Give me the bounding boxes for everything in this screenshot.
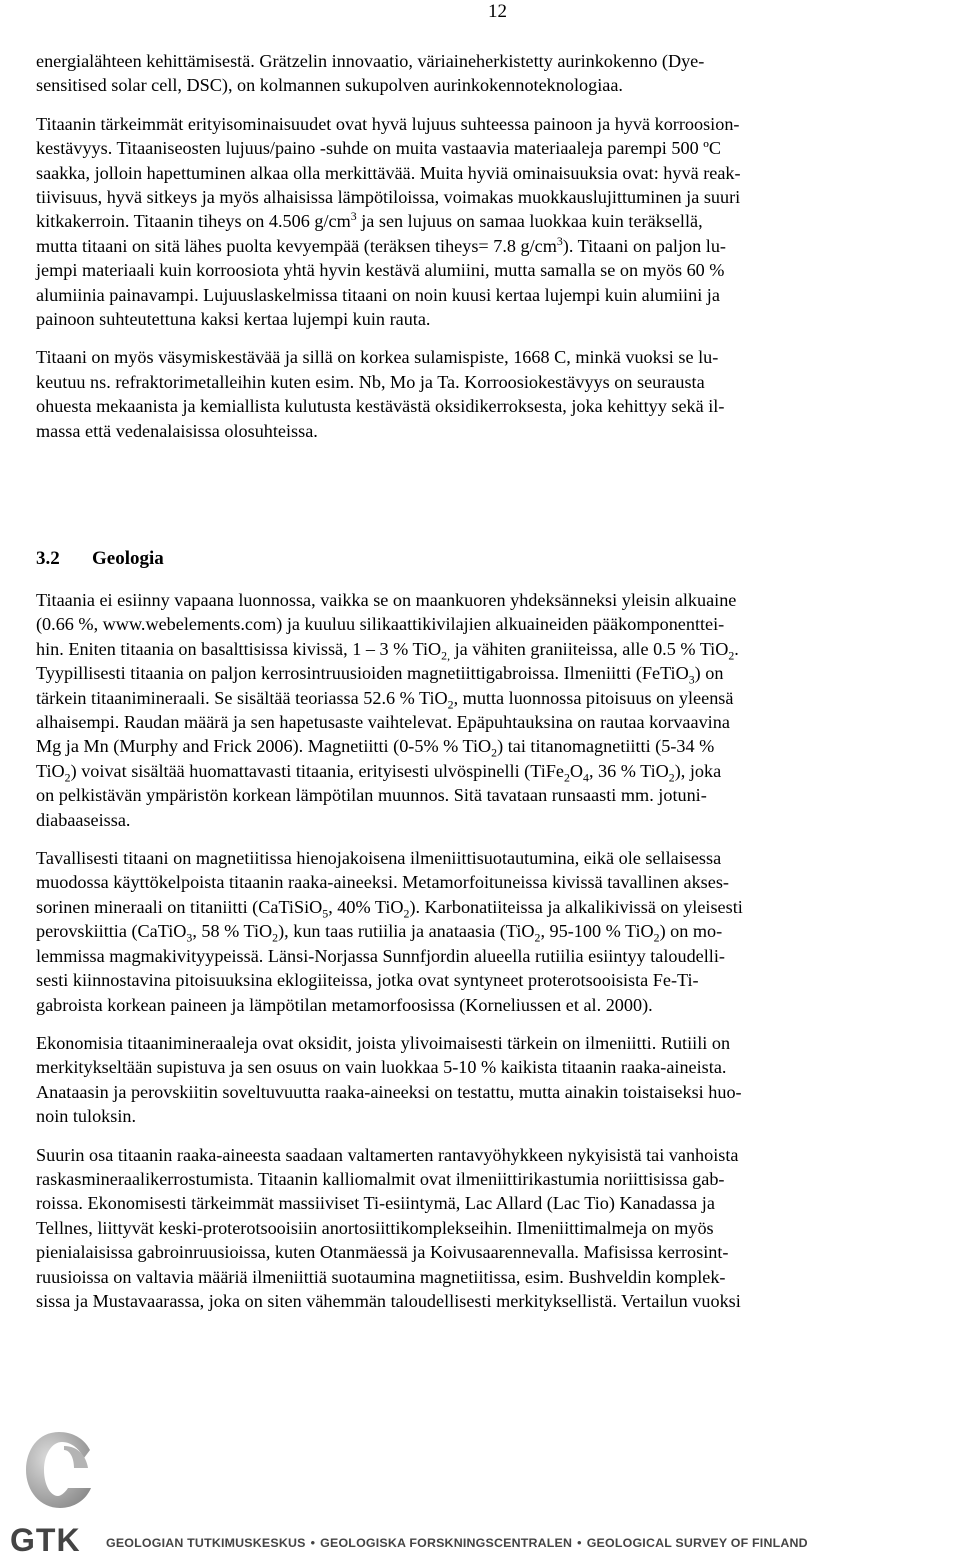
text-line: muodossa käyttökelpoista titaanin raaka-aineeksi. Metamorfoituneissa kivissä tavallinen akses-: [36, 872, 729, 893]
text-line: Anataasin ja perovskiitin soveltuvuutta raaka-aineeksi on testattu, mutta ainakin toistaiseksi huo-: [36, 1081, 742, 1102]
text-line: pienialaisissa gabroinruusioissa, kuten Otanmäessä ja Koivusaarennevalla. Mafisissa kerrosint-: [36, 1242, 729, 1263]
institution-names: [106, 1536, 808, 1550]
text-line: TiO$_2$) voivat sisältää huomattavasti titaania, erityisesti ulvöspinelli ($TiFe_2O_4$, 36 % TiO$_2$), joka: [36, 760, 722, 785]
text-line: keutuu ns. refraktorimetalleihin kuten esim. Nb, Mo ja Ta. Korroosiokestävyys on seurausta: [36, 371, 705, 392]
text-line: raskasmineraalikerrostumista. Titaanin kalliomalmit ovat ilmeniittirikastumia noriittisissa gab-: [36, 1168, 725, 1189]
text-line: alhaisempi. Raudan määrä ja sen hapetusaste vaihtelevat. Epäpuhtauksina on rautaa korvaavina: [36, 712, 730, 733]
text-line: painoon suhteutettuna kaksi kertaa lujempi kuin rauta.: [36, 309, 431, 330]
text-line: ruusioissa on valtavia määriä ilmeniittiä suotaumina magnetiitissa, esim. Bushveldin komplek-: [36, 1266, 726, 1287]
text-line: noin tuloksin.: [36, 1106, 137, 1127]
gtk-logo-text: GTK: [10, 1522, 81, 1558]
text-line: mutta titaani on sitä lähes puolta kevyempää (teräksen tiheys= 7.8 $g/cm^3$). Titaani on paljon lu-: [36, 233, 726, 256]
text-line: kitkakerroin. Titaanin tiheys on 4.506 $g/cm^3$ ja sen lujuus on samaa luokkaa kuin teräksellä,: [36, 209, 703, 232]
text-line: diabaaseissa.: [36, 809, 131, 830]
text-line: on pelkistävän ympäristön korkean lämpötilan muunnos. Sitä tavataan runsaasti mm. jotuni-: [36, 785, 707, 806]
page-footer: [0, 1428, 960, 1556]
institution-en: GEOLOGICAL SURVEY OF FINLAND: [586, 1536, 808, 1550]
text-line: roissa. Ekonomisesti tärkeimmät massiiviset Ti-esiintymä, Lac Allard (Lac Tio) Kanadassa ja: [36, 1193, 715, 1214]
text-line: Tellnes, liittyvät keski-proterotsooisiin anortosiittikomplekseihin. Ilmeniittimalmeja on myös: [36, 1217, 714, 1238]
text-line: tärkein titaanimineraali. Se sisältää teoriassa 52.6 % TiO$_2$, mutta luonnossa pitoisuus on yleensä: [36, 687, 734, 712]
text-line: jempi materiaali kuin korroosiota yhtä hyvin kestävä alumiini, mutta samalla se on myös 60 %: [36, 260, 725, 281]
text-line: Mg ja Mn (Murphy and Frick 2006). Magnetiitti (0-5% % TiO$_2$) tai titanomagnetiitti (5-34 %: [36, 736, 715, 761]
text-line: perovskiittia (CaTiO$_3$, 58 % TiO$_2$), kun taas rutiilia ja anataasia (TiO$_2$, 95-100 % TiO$_2$) on mo-: [36, 921, 723, 945]
section-heading: [36, 548, 164, 570]
section-body-text: [36, 588, 960, 1313]
text-line: merkitykseltään supistuva ja sen osuus on vain luokkaa 5-10 % kaikista titaanin raaka-aineista.: [36, 1057, 727, 1078]
text-line: ohuesta mekaanista ja kemiallista kulutusta kestävästä oksidikerroksesta, joka kehittyy sekä il-: [36, 396, 725, 417]
text-line: sensitised solar cell, DSC), on kolmannen sukupolven aurinkokennoteknologiaa.: [36, 75, 623, 96]
institution-sv: GEOLOGISKA FORSKNINGSCENTRALEN: [320, 1536, 573, 1550]
text-line: Titaania ei esiinny vapaana luonnossa, vaikka se on maankuoren yhdeksänneksi yleisin alkuaine: [36, 590, 737, 610]
text-line: (0.66 %, www.webelements.com) ja kuuluu silikaattikivilajien alkuaineiden pääkomponenttei-: [36, 614, 725, 635]
text-line: kestävyys. Titaaniseosten lujuus/paino -suhde on muita vastaavia materiaaleja parempi 500 ºC: [36, 138, 721, 159]
text-line: massa että vedenalaisissa olosuhteissa.: [36, 420, 318, 441]
text-line: energialähteen kehittämisestä. Grätzelin innovaatio, väriaineherkistetty aurinkokenno (Dye-: [36, 51, 705, 71]
text-line: Titaani on myös väsymiskestävää ja sillä on korkea sulamispiste, 1668 C, minkä vuoksi se lu-: [36, 347, 719, 368]
institution-fi: GEOLOGIAN TUTKIMUSKESKUS: [106, 1536, 306, 1550]
section-title: Geologia: [92, 548, 164, 569]
gtk-logo-icon: [24, 1428, 94, 1513]
text-line: Tyypillisesti titaania on paljon kerrosintruusioiden magnetiittigabroissa. Ilmeniitti (FeTiO$_3$) on: [36, 663, 724, 687]
separator: •: [310, 1536, 316, 1550]
text-line: Titaanin tärkeimmät erityisominaisuudet ovat hyvä lujuus suhteessa painoon ja hyvä korroosion-: [36, 113, 740, 134]
page-number: 12: [488, 1, 507, 22]
text-line: gabroista korkean paineen ja lämpötilan metamorfoosissa (Korneliussen et al. 2000).: [36, 994, 653, 1015]
text-line: saakka, jolloin hapettuminen alkaa olla merkittävää. Muita hyviä ominaisuuksia ovat: hyvä reak-: [36, 162, 741, 183]
body-text: [36, 49, 960, 443]
text-line: Suurin osa titaanin raaka-aineesta saadaan valtamerten rantavyöhykkeen nykyisistä tai vanhoista: [36, 1144, 739, 1165]
text-line: tiivisuus, hyvä sitkeys ja myös alhaisissa lämpötiloissa, voimakas muokkauslujittuminen ja suuri: [36, 187, 741, 208]
text-line: alumiinia painavampi. Lujuuslaskelmissa titaani on noin kuusi kertaa lujempi kuin alumiini ja: [36, 284, 720, 305]
text-line: lemmissa magmakivityypeissä. Länsi-Norjassa Sunnfjordin alueella rutiilia esiintyy taloudelli-: [36, 945, 725, 966]
text-line: sissa ja Mustavaarassa, joka on siten vähemmän taloudellisesti merkityksellistä. Vertailun vuoksi: [36, 1290, 741, 1311]
text-line: sorinen mineraali on titaniitti (CaTiSiO$_5$, 40% TiO$_2$). Karbonatiiteissa ja alkalikivissä on yleisesti: [36, 896, 743, 921]
text-line: hin. Eniten titaania on basalttisissa kivissä, 1 – 3 % TiO$_{2,}$ ja vähiten graniiteissa, alle 0.5 % TiO$_2$.: [36, 638, 739, 663]
text-line: sesti kiinnostavina pitoisuuksina eklogiiteissa, jotka ovat syntyneet proterotsooisista Fe-Ti-: [36, 970, 699, 991]
section-number: 3.2: [36, 548, 60, 569]
text-line: Ekonomisia titaanimineraaleja ovat oksidit, joista ylivoimaisesti tärkein on ilmeniitti. Rutiili on: [36, 1032, 731, 1053]
separator: •: [577, 1536, 582, 1550]
text-line: Tavallisesti titaani on magnetiitissa hienojakoisena ilmeniittisuotautumina, eikä ole sellaisessa: [36, 848, 722, 869]
